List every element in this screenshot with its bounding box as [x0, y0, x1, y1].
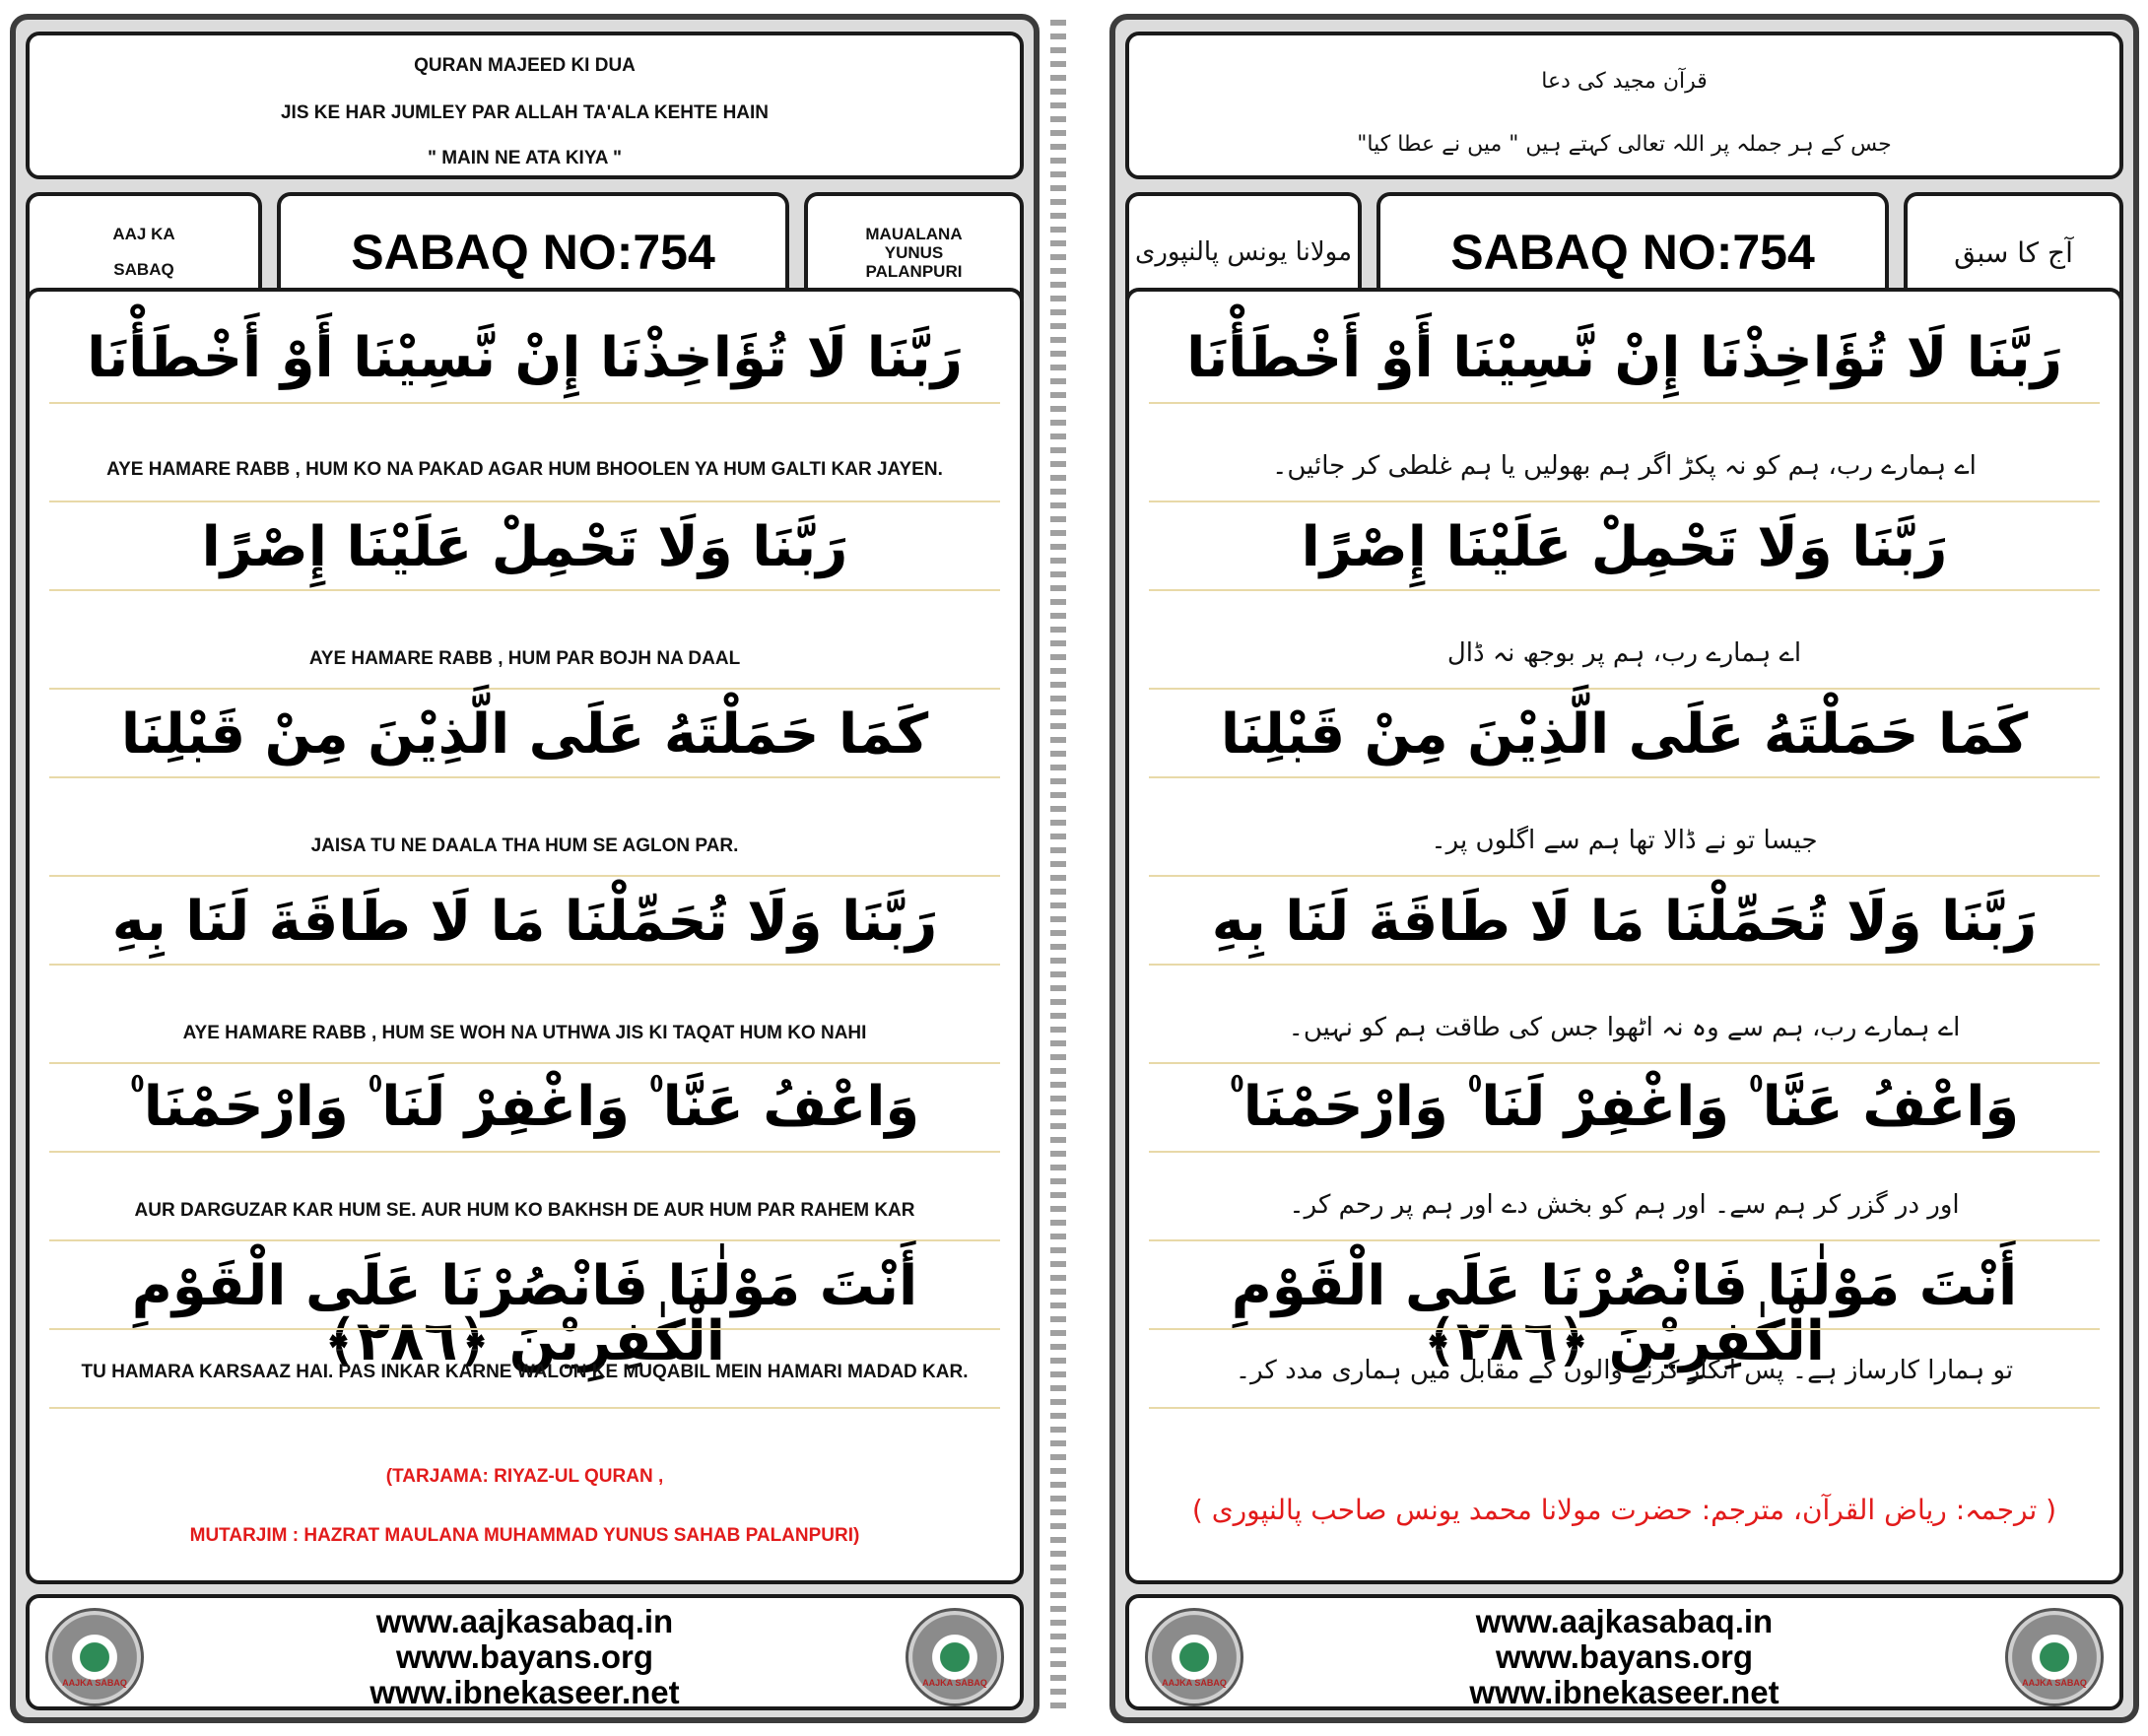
arabic-verse-4: رَبَّنَا وَلَا تُحَمِّلْنَا مَا لَا طَاقَةَ لَنَا بِهِ — [111, 890, 938, 954]
header-box — [26, 32, 1024, 179]
divider — [1149, 1180, 2100, 1241]
aajka-sabaq-logo-icon: AAJKA SABAQ — [45, 1608, 144, 1706]
arabic-verse-6: أَنْتَ مَوْلٰنَا فَانْصُرْنَا عَلَى الْقَوْمِ الْكٰفِرِيْنَ ﴿٢٨٦﴾ — [1231, 1254, 2018, 1373]
arabic-verse-4: رَبَّنَا وَلَا تُحَمِّلْنَا مَا لَا طَاقَةَ لَنَا بِهِ — [1211, 890, 2038, 954]
divider — [49, 717, 1000, 778]
author-line-1: MAUALANA — [865, 224, 963, 243]
aajka-sabaq-logo-icon: AAJKA SABAQ — [906, 1608, 1004, 1706]
header-line-2: جس کے ہر جملہ پر اللہ تعالی کہتے ہیں " میں نے عطا کیا" — [1357, 132, 1892, 157]
arabic-verse-3: كَمَا حَمَلْتَهُ عَلَى الَّذِيْنَ مِنْ قَبْلِنَا — [1220, 702, 2029, 767]
header-line-2: JIS KE HAR JUMLEY PAR ALLAH TA'ALA KEHTE HAIN — [280, 102, 770, 123]
divider — [49, 904, 1000, 966]
sabaq-label: SABAQ — [113, 260, 174, 279]
translation-3: JAISA TU NE DAALA THA HUM SE AGLON PAR. — [310, 835, 739, 856]
arabic-verse-5: وَاعْفُ عَنَّا ۠ وَاغْفِرْ لَنَا ۠ وَارْحَمْنَا ۠ — [1229, 1075, 2020, 1139]
arabic-verse-3: كَمَا حَمَلْتَهُ عَلَى الَّذِيْنَ مِنْ قَبْلِنَا — [120, 702, 929, 767]
divider — [49, 441, 1000, 502]
spiral-binding — [1050, 20, 1066, 1714]
url-bayans[interactable]: www.bayans.org — [395, 1638, 653, 1675]
url-ibnekaseer[interactable]: www.ibnekaseer.net — [369, 1674, 680, 1710]
divider — [1149, 816, 2100, 877]
aaj-ka-label: AAJ KA — [112, 225, 175, 243]
arabic-verse-2: رَبَّنَا وَلَا تَحْمِلْ عَلَيْنَا إِصْرًا — [1301, 515, 1948, 579]
sabaq-number: SABAQ NO:754 — [277, 192, 789, 312]
url-ibnekaseer[interactable]: www.ibnekaseer.net — [1469, 1674, 1779, 1710]
footer-box — [26, 1594, 1024, 1710]
urdu-translation-6: تو ہمارا کارساز ہے۔ پس انکار کرنے والوں کے مقابل میں ہماری مدد کر۔ — [1235, 1356, 2014, 1385]
left-page — [10, 14, 1040, 1723]
divider — [1149, 1003, 2100, 1064]
divider — [1149, 904, 2100, 966]
divider — [1149, 629, 2100, 690]
translation-4: AYE HAMARE RABB , HUM SE WOH NA UTHWA JIS KI TAQAT HUM KO NAHI — [182, 1023, 867, 1043]
divider — [49, 816, 1000, 877]
translation-2: AYE HAMARE RABB , HUM PAR BOJH NA DAAL — [308, 648, 741, 669]
author-line-3: PALANPURI — [865, 261, 963, 281]
website-links — [30, 1604, 1020, 1710]
author-line-2: YUNUS — [884, 242, 944, 262]
divider — [1149, 1092, 2100, 1153]
urdu-translation-3: جیسا تو نے ڈالا تھا ہم سے اگلوں پر۔ — [1431, 826, 1818, 855]
urdu-credit: ( ترجمہ: ریاض القرآن، مترجم: حضرت مولانا محمد یونس صاحب پالنپوری ) — [1191, 1494, 2057, 1526]
content-box — [1125, 288, 2123, 1584]
website-links — [1129, 1604, 2119, 1710]
aajka-sabaq-logo-icon: AAJKA SABAQ — [2005, 1608, 2104, 1706]
divider — [1149, 530, 2100, 591]
header-box — [1125, 32, 2123, 179]
credit-line-1: (TARJAMA: RIYAZ-UL QURAN , — [385, 1466, 664, 1487]
author-name: مولانا یونس پالنپوری — [1134, 237, 1353, 267]
urdu-translation-2: اے ہمارے رب، ہم پر بوجھ نہ ڈال — [1446, 638, 1802, 668]
header-line-3: " MAIN NE ATA KIYA " — [427, 148, 623, 168]
arabic-verse-1: رَبَّنَا لَا تُؤَاخِذْنَا إِنْ نَّسِيْنَا أَوْ أَخْطَأْنَا — [87, 326, 963, 390]
sabaq-number: SABAQ NO:754 — [1376, 192, 1889, 312]
urdu-translation-4: اے ہمارے رب، ہم سے وہ نہ اٹھوا جس کی طاقت ہم کو نہیں۔ — [1288, 1013, 1961, 1042]
divider — [49, 1348, 1000, 1409]
content-box — [26, 288, 1024, 1584]
translation-1: AYE HAMARE RABB , HUM KO NA PAKAD AGAR HUM BHOOLEN YA HUM GALTI KAR JAYEN. — [106, 459, 943, 480]
aajka-sabaq-logo-icon: AAJKA SABAQ — [1145, 1608, 1243, 1706]
divider — [49, 1269, 1000, 1330]
divider — [49, 530, 1000, 591]
urdu-translation-1: اے ہمارے رب، ہم کو نہ پکڑ اگر ہم بھولیں یا ہم غلطی کر جائیں۔ — [1272, 451, 1977, 481]
divider — [1149, 343, 2100, 404]
divider — [49, 343, 1000, 404]
divider — [49, 1092, 1000, 1153]
footer-box — [1125, 1594, 2123, 1710]
translation-5: AUR DARGUZAR KAR HUM SE. AUR HUM KO BAKHSH DE AUR HUM PAR RAHEM KAR — [134, 1200, 915, 1221]
url-aajkasabaq[interactable]: www.aajkasabaq.in — [1475, 1603, 1774, 1639]
arabic-verse-2: رَبَّنَا وَلَا تَحْمِلْ عَلَيْنَا إِصْرًا — [201, 515, 848, 579]
translation-6: TU HAMARA KARSAAZ HAI. PAS INKAR KARNE WALON KE MUQABIL MEIN HAMARI MADAD KAR. — [81, 1362, 969, 1382]
url-bayans[interactable]: www.bayans.org — [1495, 1638, 1753, 1675]
url-aajkasabaq[interactable]: www.aajkasabaq.in — [375, 1603, 674, 1639]
divider — [1149, 717, 2100, 778]
header-line-1: قرآن مجید کی دعا — [1541, 69, 1708, 94]
divider — [49, 629, 1000, 690]
arabic-verse-5: وَاعْفُ عَنَّا ۠ وَاغْفِرْ لَنَا ۠ وَارْحَمْنَا ۠ — [129, 1075, 920, 1139]
right-page — [1109, 14, 2139, 1723]
divider — [49, 1180, 1000, 1241]
divider — [1149, 1269, 2100, 1330]
header-line-1: QURAN MAJEED KI DUA — [414, 55, 636, 76]
urdu-translation-5: اور در گزر کر ہم سے۔ اور ہم کو بخش دے اور ہم پر رحم کر۔ — [1289, 1190, 1960, 1220]
arabic-verse-1: رَبَّنَا لَا تُؤَاخِذْنَا إِنْ نَّسِيْنَا أَوْ أَخْطَأْنَا — [1186, 326, 2062, 390]
divider — [49, 1003, 1000, 1064]
divider — [1149, 1348, 2100, 1409]
divider — [1149, 441, 2100, 502]
credit-line-2: MUTARJIM : HAZRAT MAULANA MUHAMMAD YUNUS SAHAB PALANPURI) — [189, 1525, 860, 1546]
aaj-ka-sabaq-label: آج کا سبق — [1954, 235, 2073, 269]
arabic-verse-6: أَنْتَ مَوْلٰنَا فَانْصُرْنَا عَلَى الْقَوْمِ الْكٰفِرِيْنَ ﴿٢٨٦﴾ — [131, 1254, 918, 1373]
